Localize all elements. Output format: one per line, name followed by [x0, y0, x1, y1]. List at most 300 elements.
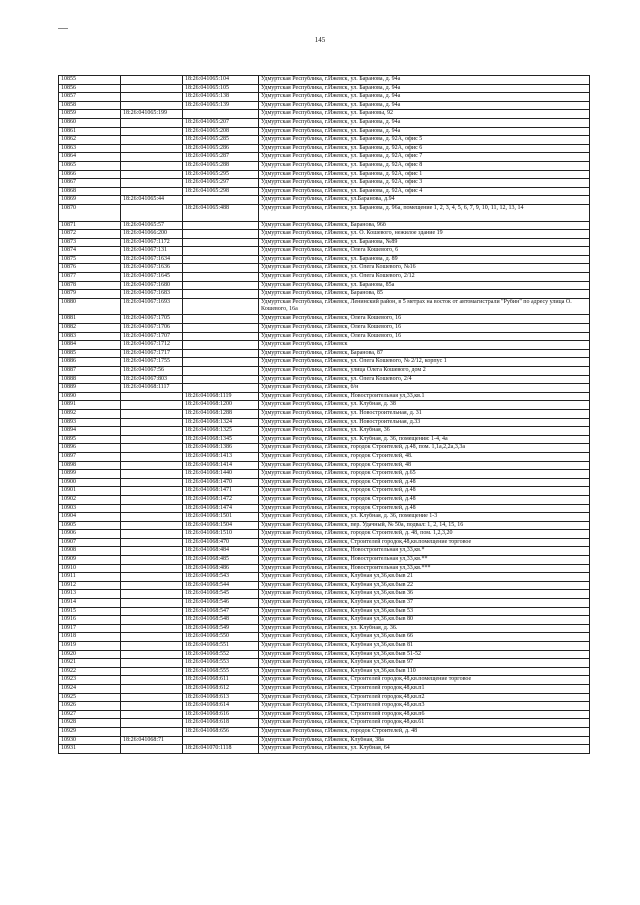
address-cell: Удмуртская Республика, г.Ижевск, Баранова, 87	[259, 349, 590, 358]
row-number-cell: 10912	[59, 581, 121, 590]
parcel-cadastral-number-cell	[121, 204, 183, 221]
parcel-cadastral-number-cell	[121, 710, 183, 719]
address-cell: Удмуртская Республика, г.Ижевск, Баранова, 85	[259, 290, 590, 299]
parcel-cadastral-number-cell	[121, 556, 183, 565]
address-cell: Удмуртская Республика, г.Ижевск, городок Строителей, 48.	[259, 452, 590, 461]
table-row	[59, 504, 590, 513]
table-row	[59, 745, 590, 754]
table-row	[59, 590, 590, 599]
parcel-cadastral-number-cell	[121, 521, 183, 530]
address-cell: Удмуртская Республика, г.Ижевск, Новостроительная ул,33,кв.*	[259, 547, 590, 556]
row-number-cell: 10864	[59, 153, 121, 162]
table-row	[59, 136, 590, 145]
object-cadastral-number-cell: 18:26:041068:551	[183, 642, 259, 651]
parcel-cadastral-number-cell: 18:26:041067:1705	[121, 315, 183, 324]
parcel-cadastral-number-cell: 18:26:041067:56	[121, 367, 183, 376]
parcel-cadastral-number-cell	[121, 538, 183, 547]
address-cell: Удмуртская Республика, г.Ижевск, Новостроительная ул,33,кв.***	[259, 564, 590, 573]
scan-mark	[58, 28, 68, 29]
address-cell: Удмуртская Республика, г.Ижевск, Строителей городок,48,кв.61	[259, 719, 590, 728]
page-number: 145	[314, 36, 326, 44]
row-number-cell: 10895	[59, 435, 121, 444]
address-cell: Удмуртская Республика, г.Ижевск, ул. Баранова, д. 94а	[259, 76, 590, 85]
object-cadastral-number-cell: 18:26:041068:1504	[183, 521, 259, 530]
row-number-cell: 10881	[59, 315, 121, 324]
row-number-cell: 10860	[59, 118, 121, 127]
object-cadastral-number-cell: 18:26:041068:1501	[183, 513, 259, 522]
row-number-cell: 10907	[59, 538, 121, 547]
object-cadastral-number-cell: 18:26:041068:618	[183, 719, 259, 728]
object-cadastral-number-cell	[183, 349, 259, 358]
row-number-cell: 10888	[59, 375, 121, 384]
table-row	[59, 76, 590, 85]
address-cell: Удмуртская Республика, г.Ижевск, ул. Клубная, д. 36, помещение 1-3	[259, 513, 590, 522]
address-cell: Удмуртская Республика, г.Ижевск, Клубная, 38а	[259, 736, 590, 745]
address-cell: Удмуртская Республика, г.Ижевск, Клубная ул,36,кв.быв 97	[259, 659, 590, 668]
table-row	[59, 341, 590, 350]
address-cell: Удмуртская Республика, г.Ижевск, Строителей городок,48,кв.помещение торговое	[259, 676, 590, 685]
row-number-cell: 10876	[59, 264, 121, 273]
row-number-cell: 10926	[59, 702, 121, 711]
table-row	[59, 547, 590, 556]
address-cell: Удмуртская Республика, г.Ижевск, ул. Баранова, №89	[259, 238, 590, 247]
parcel-cadastral-number-cell	[121, 170, 183, 179]
parcel-cadastral-number-cell	[121, 76, 183, 85]
parcel-cadastral-number-cell	[121, 179, 183, 188]
parcel-cadastral-number-cell	[121, 650, 183, 659]
object-cadastral-number-cell	[183, 230, 259, 239]
address-cell: Удмуртская Республика, г.Ижевск, ул. Баранова, д. 94а	[259, 84, 590, 93]
row-number-cell: 10923	[59, 676, 121, 685]
address-cell: Удмуртская Республика, г.Ижевск, Строителей городок,48,кв.п2	[259, 693, 590, 702]
object-cadastral-number-cell: 18:26:041065:138	[183, 93, 259, 102]
address-cell: Удмуртская Республика, г.Ижевск, ул. Баранова, 85а	[259, 281, 590, 290]
table-row	[59, 238, 590, 247]
table-row	[59, 684, 590, 693]
address-cell: Удмуртская Республика, г.Ижевск, Строителей городок,48,кв.п3	[259, 702, 590, 711]
object-cadastral-number-cell	[183, 221, 259, 230]
row-number-cell: 10906	[59, 530, 121, 539]
parcel-cadastral-number-cell	[121, 392, 183, 401]
row-number-cell: 10927	[59, 710, 121, 719]
row-number-cell: 10861	[59, 127, 121, 136]
address-cell: Удмуртская Республика, г.Ижевск, ул. Баранова, д. 92А, офис 5	[259, 136, 590, 145]
table-row	[59, 298, 590, 315]
row-number-cell: 10868	[59, 187, 121, 196]
table-row	[59, 676, 590, 685]
row-number-cell: 10855	[59, 76, 121, 85]
parcel-cadastral-number-cell	[121, 684, 183, 693]
parcel-cadastral-number-cell: 18:26:041067:1717	[121, 349, 183, 358]
parcel-cadastral-number-cell	[121, 153, 183, 162]
row-number-cell: 10865	[59, 161, 121, 170]
row-number-cell: 10896	[59, 444, 121, 453]
address-cell: Удмуртская Республика, г.Ижевск, улица Олега Кошевого, дом 2	[259, 367, 590, 376]
object-cadastral-number-cell: 18:26:041068:1440	[183, 470, 259, 479]
parcel-cadastral-number-cell	[121, 616, 183, 625]
object-cadastral-number-cell: 18:26:041070:1118	[183, 745, 259, 754]
parcel-cadastral-number-cell	[121, 435, 183, 444]
address-cell: Удмуртская Республика, г.Ижевск, Баранова, 96б	[259, 221, 590, 230]
registry-table-body	[59, 76, 590, 754]
parcel-cadastral-number-cell	[121, 487, 183, 496]
object-cadastral-number-cell	[183, 358, 259, 367]
parcel-cadastral-number-cell	[121, 624, 183, 633]
parcel-cadastral-number-cell	[121, 461, 183, 470]
parcel-cadastral-number-cell: 18:26:041067:1172	[121, 238, 183, 247]
object-cadastral-number-cell: 18:26:041065:286	[183, 144, 259, 153]
object-cadastral-number-cell: 18:26:041068:656	[183, 727, 259, 736]
row-number-cell: 10870	[59, 204, 121, 221]
object-cadastral-number-cell	[183, 247, 259, 256]
object-cadastral-number-cell	[183, 273, 259, 282]
row-number-cell: 10891	[59, 401, 121, 410]
parcel-cadastral-number-cell: 18:26:041067:1680	[121, 281, 183, 290]
table-row	[59, 247, 590, 256]
parcel-cadastral-number-cell: 18:26:041067:1645	[121, 273, 183, 282]
parcel-cadastral-number-cell	[121, 676, 183, 685]
object-cadastral-number-cell: 18:26:041068:546	[183, 599, 259, 608]
object-cadastral-number-cell: 18:26:041068:1386	[183, 444, 259, 453]
address-cell: Удмуртская Республика, г.Ижевск, ул. Клубная, д. 38	[259, 401, 590, 410]
table-row	[59, 349, 590, 358]
object-cadastral-number-cell	[183, 332, 259, 341]
address-cell: Удмуртская Республика, г.Ижевск, ул. Баранова, д. 89	[259, 255, 590, 264]
table-row	[59, 452, 590, 461]
table-row	[59, 290, 590, 299]
parcel-cadastral-number-cell: 18:26:041067:1755	[121, 358, 183, 367]
row-number-cell: 10925	[59, 693, 121, 702]
address-cell: Удмуртская Республика, г.Ижевск, Клубная ул,36,кв.быв 36	[259, 590, 590, 599]
row-number-cell: 10929	[59, 727, 121, 736]
address-cell: Удмуртская Республика, г.Ижевск, Клубная ул,36,кв.быв 80	[259, 616, 590, 625]
table-row	[59, 358, 590, 367]
object-cadastral-number-cell	[183, 290, 259, 299]
address-cell: Удмуртская Республика, г.Ижевск, городок Строителей, д. 48	[259, 727, 590, 736]
row-number-cell: 10902	[59, 495, 121, 504]
row-number-cell: 10916	[59, 616, 121, 625]
object-cadastral-number-cell: 18:26:041068:1119	[183, 392, 259, 401]
address-cell: Удмуртская Республика, г.Ижевск, ул. Баранова, д. 92А, офис 7	[259, 153, 590, 162]
parcel-cadastral-number-cell	[121, 409, 183, 418]
table-row	[59, 435, 590, 444]
address-cell: Удмуртская Республика, г.Ижевск, городок Строителей, д.48	[259, 504, 590, 513]
object-cadastral-number-cell: 18:26:041068:1471	[183, 487, 259, 496]
object-cadastral-number-cell	[183, 110, 259, 119]
table-row	[59, 324, 590, 333]
address-cell: Удмуртская Республика, г.Ижевск, Клубная ул,36,кв.быв 22	[259, 581, 590, 590]
table-row	[59, 538, 590, 547]
parcel-cadastral-number-cell	[121, 573, 183, 582]
address-cell: Удмуртская Республика, г.Ижевск, ул. О. Кошевого, нежилое здание 19	[259, 230, 590, 239]
object-cadastral-number-cell	[183, 324, 259, 333]
object-cadastral-number-cell: 18:26:041065:285	[183, 136, 259, 145]
parcel-cadastral-number-cell	[121, 504, 183, 513]
row-number-cell: 10866	[59, 170, 121, 179]
parcel-cadastral-number-cell	[121, 530, 183, 539]
object-cadastral-number-cell: 18:26:041068:552	[183, 650, 259, 659]
table-row	[59, 564, 590, 573]
parcel-cadastral-number-cell	[121, 581, 183, 590]
row-number-cell: 10913	[59, 590, 121, 599]
row-number-cell: 10914	[59, 599, 121, 608]
address-cell: Удмуртская Республика, г.Ижевск, городок Строителей, д.48	[259, 487, 590, 496]
row-number-cell: 10872	[59, 230, 121, 239]
row-number-cell: 10898	[59, 461, 121, 470]
row-number-cell: 10900	[59, 478, 121, 487]
object-cadastral-number-cell: 18:26:041068:553	[183, 659, 259, 668]
address-cell: Удмуртская Республика, г.Ижевск, ул. Олега Кошевого, №16	[259, 264, 590, 273]
table-row	[59, 170, 590, 179]
object-cadastral-number-cell: 18:26:041068:543	[183, 573, 259, 582]
row-number-cell: 10922	[59, 667, 121, 676]
row-number-cell: 10892	[59, 409, 121, 418]
table-row	[59, 461, 590, 470]
table-row	[59, 418, 590, 427]
row-number-cell: 10921	[59, 659, 121, 668]
address-cell: Удмуртская Республика, г.Ижевск, ул. Новостроительная, д.33	[259, 418, 590, 427]
table-row	[59, 650, 590, 659]
object-cadastral-number-cell: 18:26:041065:139	[183, 101, 259, 110]
row-number-cell: 10886	[59, 358, 121, 367]
object-cadastral-number-cell: 18:26:041068:485	[183, 556, 259, 565]
object-cadastral-number-cell: 18:26:041068:1474	[183, 504, 259, 513]
parcel-cadastral-number-cell	[121, 418, 183, 427]
table-row	[59, 118, 590, 127]
parcel-cadastral-number-cell	[121, 401, 183, 410]
address-cell: Удмуртская Республика, г.Ижевск, б/н	[259, 384, 590, 393]
parcel-cadastral-number-cell: 18:26:041067:1636	[121, 264, 183, 273]
table-row	[59, 659, 590, 668]
row-number-cell: 10873	[59, 238, 121, 247]
address-cell: Удмуртская Республика, г.Ижевск, Новостроительная ул,33,кв.1	[259, 392, 590, 401]
parcel-cadastral-number-cell	[121, 427, 183, 436]
table-row	[59, 93, 590, 102]
row-number-cell: 10885	[59, 349, 121, 358]
parcel-cadastral-number-cell	[121, 187, 183, 196]
address-cell: Удмуртская Республика, г.Ижевск, ул. Баранова, д. 92А, офис 6	[259, 144, 590, 153]
table-row	[59, 495, 590, 504]
table-row	[59, 710, 590, 719]
object-cadastral-number-cell	[183, 341, 259, 350]
parcel-cadastral-number-cell	[121, 564, 183, 573]
object-cadastral-number-cell: 18:26:041068:614	[183, 702, 259, 711]
row-number-cell: 10910	[59, 564, 121, 573]
address-cell: Удмуртская Республика, г.Ижевск, ул. Баранова, д. 92А, офис 8	[259, 161, 590, 170]
table-row	[59, 255, 590, 264]
object-cadastral-number-cell	[183, 264, 259, 273]
row-number-cell: 10875	[59, 255, 121, 264]
row-number-cell: 10897	[59, 452, 121, 461]
address-cell: Удмуртская Республика, г.Ижевск, Строителей городок,48,кв.помещение торговое	[259, 538, 590, 547]
row-number-cell: 10871	[59, 221, 121, 230]
parcel-cadastral-number-cell: 18:26:041065:199	[121, 110, 183, 119]
table-row	[59, 392, 590, 401]
object-cadastral-number-cell: 18:26:041068:1472	[183, 495, 259, 504]
parcel-cadastral-number-cell	[121, 144, 183, 153]
address-cell: Удмуртская Республика, г.Ижевск, ул. Клубная, 64	[259, 745, 590, 754]
table-row	[59, 153, 590, 162]
object-cadastral-number-cell	[183, 281, 259, 290]
parcel-cadastral-number-cell	[121, 607, 183, 616]
address-cell: Удмуртская Республика, г.Ижевск, ул. Новостроительная, д. 31	[259, 409, 590, 418]
address-cell: Удмуртская Республика, г.Ижевск, Олега Кошевого, 16	[259, 315, 590, 324]
object-cadastral-number-cell: 18:26:041068:547	[183, 607, 259, 616]
table-row	[59, 281, 590, 290]
table-row	[59, 161, 590, 170]
row-number-cell: 10862	[59, 136, 121, 145]
object-cadastral-number-cell: 18:26:041068:484	[183, 547, 259, 556]
object-cadastral-number-cell: 18:26:041068:544	[183, 581, 259, 590]
parcel-cadastral-number-cell: 18:26:041067:1712	[121, 341, 183, 350]
object-cadastral-number-cell: 18:26:041068:1413	[183, 452, 259, 461]
row-number-cell: 10924	[59, 684, 121, 693]
object-cadastral-number-cell	[183, 384, 259, 393]
address-cell: Удмуртская Республика, г.Ижевск	[259, 341, 590, 350]
address-cell: Удмуртская Республика, г.Ижевск, Олега Кошевого, 16	[259, 324, 590, 333]
address-cell: Удмуртская Республика, г.Ижевск, городок Строителей, д. 48, пом. 1,2,3,20	[259, 530, 590, 539]
object-cadastral-number-cell	[183, 298, 259, 315]
object-cadastral-number-cell: 18:26:041068:548	[183, 616, 259, 625]
parcel-cadastral-number-cell	[121, 642, 183, 651]
object-cadastral-number-cell: 18:26:041068:612	[183, 684, 259, 693]
table-row	[59, 444, 590, 453]
row-number-cell: 10909	[59, 556, 121, 565]
object-cadastral-number-cell: 18:26:041065:295	[183, 170, 259, 179]
object-cadastral-number-cell: 18:26:041068:613	[183, 693, 259, 702]
parcel-cadastral-number-cell	[121, 633, 183, 642]
object-cadastral-number-cell: 18:26:041068:1324	[183, 418, 259, 427]
address-cell: Удмуртская Республика, г.Ижевск, городок Строителей, д.48, пом. 1,1а,2,2а,3,3а	[259, 444, 590, 453]
parcel-cadastral-number-cell: 18:26:041067:131	[121, 247, 183, 256]
table-row	[59, 264, 590, 273]
parcel-cadastral-number-cell	[121, 667, 183, 676]
table-row	[59, 599, 590, 608]
row-number-cell: 10908	[59, 547, 121, 556]
parcel-cadastral-number-cell	[121, 478, 183, 487]
object-cadastral-number-cell: 18:26:041065:208	[183, 127, 259, 136]
table-row	[59, 530, 590, 539]
parcel-cadastral-number-cell: 18:26:041068:71	[121, 736, 183, 745]
object-cadastral-number-cell: 18:26:041065:488	[183, 204, 259, 221]
row-number-cell: 10856	[59, 84, 121, 93]
object-cadastral-number-cell: 18:26:041068:1200	[183, 401, 259, 410]
row-number-cell: 10931	[59, 745, 121, 754]
address-cell: Удмуртская Республика, г.Ижевск, Олега Кошевого, 6	[259, 247, 590, 256]
parcel-cadastral-number-cell	[121, 444, 183, 453]
row-number-cell: 10893	[59, 418, 121, 427]
address-cell: Удмуртская Республика, г.Ижевск, городок Строителей, 48	[259, 461, 590, 470]
table-row	[59, 179, 590, 188]
object-cadastral-number-cell: 18:26:041068:1414	[183, 461, 259, 470]
object-cadastral-number-cell: 18:26:041068:611	[183, 676, 259, 685]
object-cadastral-number-cell: 18:26:041065:298	[183, 187, 259, 196]
parcel-cadastral-number-cell	[121, 702, 183, 711]
row-number-cell: 10905	[59, 521, 121, 530]
object-cadastral-number-cell	[183, 375, 259, 384]
parcel-cadastral-number-cell	[121, 719, 183, 728]
table-row	[59, 581, 590, 590]
parcel-cadastral-number-cell	[121, 495, 183, 504]
object-cadastral-number-cell	[183, 196, 259, 205]
address-cell: Удмуртская Республика, г.Ижевск, ул. Баранова, д. 96а, помещение 1, 2, 3, 4, 5, 6, 7, 9, 10, 11, 12, 13, 14	[259, 204, 590, 221]
row-number-cell: 10920	[59, 650, 121, 659]
row-number-cell: 10863	[59, 144, 121, 153]
parcel-cadastral-number-cell: 18:26:041066:200	[121, 230, 183, 239]
object-cadastral-number-cell: 18:26:041068:549	[183, 624, 259, 633]
row-number-cell: 10874	[59, 247, 121, 256]
parcel-cadastral-number-cell: 18:26:041068:1117	[121, 384, 183, 393]
address-cell: Удмуртская Республика, г.Ижевск, ул. Баранова, д. 92А, офис 1	[259, 170, 590, 179]
parcel-cadastral-number-cell: 18:26:041067:1706	[121, 324, 183, 333]
parcel-cadastral-number-cell	[121, 547, 183, 556]
row-number-cell: 10901	[59, 487, 121, 496]
row-number-cell: 10889	[59, 384, 121, 393]
parcel-cadastral-number-cell: 18:26:041065:44	[121, 196, 183, 205]
parcel-cadastral-number-cell	[121, 118, 183, 127]
parcel-cadastral-number-cell	[121, 84, 183, 93]
parcel-cadastral-number-cell: 18:26:041065:57	[121, 221, 183, 230]
table-row	[59, 332, 590, 341]
table-row	[59, 719, 590, 728]
object-cadastral-number-cell	[183, 255, 259, 264]
table-row	[59, 487, 590, 496]
table-row	[59, 230, 590, 239]
table-row	[59, 409, 590, 418]
table-row	[59, 624, 590, 633]
row-number-cell: 10858	[59, 101, 121, 110]
table-row	[59, 384, 590, 393]
row-number-cell: 10857	[59, 93, 121, 102]
address-cell: Удмуртская Республика, г.Ижевск, ул. Баранова, д. 94а	[259, 101, 590, 110]
object-cadastral-number-cell: 18:26:041065:297	[183, 179, 259, 188]
object-cadastral-number-cell: 18:26:041068:555	[183, 667, 259, 676]
table-row	[59, 84, 590, 93]
object-cadastral-number-cell: 18:26:041068:1470	[183, 478, 259, 487]
object-cadastral-number-cell: 18:26:041068:470	[183, 538, 259, 547]
object-cadastral-number-cell: 18:26:041068:1288	[183, 409, 259, 418]
parcel-cadastral-number-cell	[121, 659, 183, 668]
parcel-cadastral-number-cell	[121, 513, 183, 522]
table-row	[59, 513, 590, 522]
row-number-cell: 10867	[59, 179, 121, 188]
address-cell: Удмуртская Республика, г.Ижевск, Клубная ул,36,кв.быв 51-52	[259, 650, 590, 659]
row-number-cell: 10918	[59, 633, 121, 642]
address-cell: Удмуртская Республика, г.Ижевск, Новостроительная ул,33,кв.**	[259, 556, 590, 565]
table-row	[59, 127, 590, 136]
row-number-cell: 10879	[59, 290, 121, 299]
object-cadastral-number-cell: 18:26:041065:105	[183, 84, 259, 93]
table-row	[59, 607, 590, 616]
address-cell: Удмуртская Республика, г.Ижевск, ул. Баранова, д. 94а	[259, 118, 590, 127]
address-cell: Удмуртская Республика, г.Ижевск, ул. Клубная, д. 36.	[259, 624, 590, 633]
address-cell: Удмуртская Республика, г.Ижевск, Клубная ул,36,кв.быв 37	[259, 599, 590, 608]
row-number-cell: 10930	[59, 736, 121, 745]
object-cadastral-number-cell	[183, 736, 259, 745]
parcel-cadastral-number-cell	[121, 101, 183, 110]
table-row	[59, 633, 590, 642]
table-row	[59, 667, 590, 676]
table-row	[59, 556, 590, 565]
row-number-cell: 10884	[59, 341, 121, 350]
object-cadastral-number-cell: 18:26:041065:288	[183, 161, 259, 170]
row-number-cell: 10903	[59, 504, 121, 513]
row-number-cell: 10877	[59, 273, 121, 282]
object-cadastral-number-cell	[183, 315, 259, 324]
table-row	[59, 521, 590, 530]
parcel-cadastral-number-cell: 18:26:041067:1683	[121, 290, 183, 299]
address-cell: Удмуртская Республика, г.Ижевск, ул. Олега Кошевого, 2/4	[259, 375, 590, 384]
